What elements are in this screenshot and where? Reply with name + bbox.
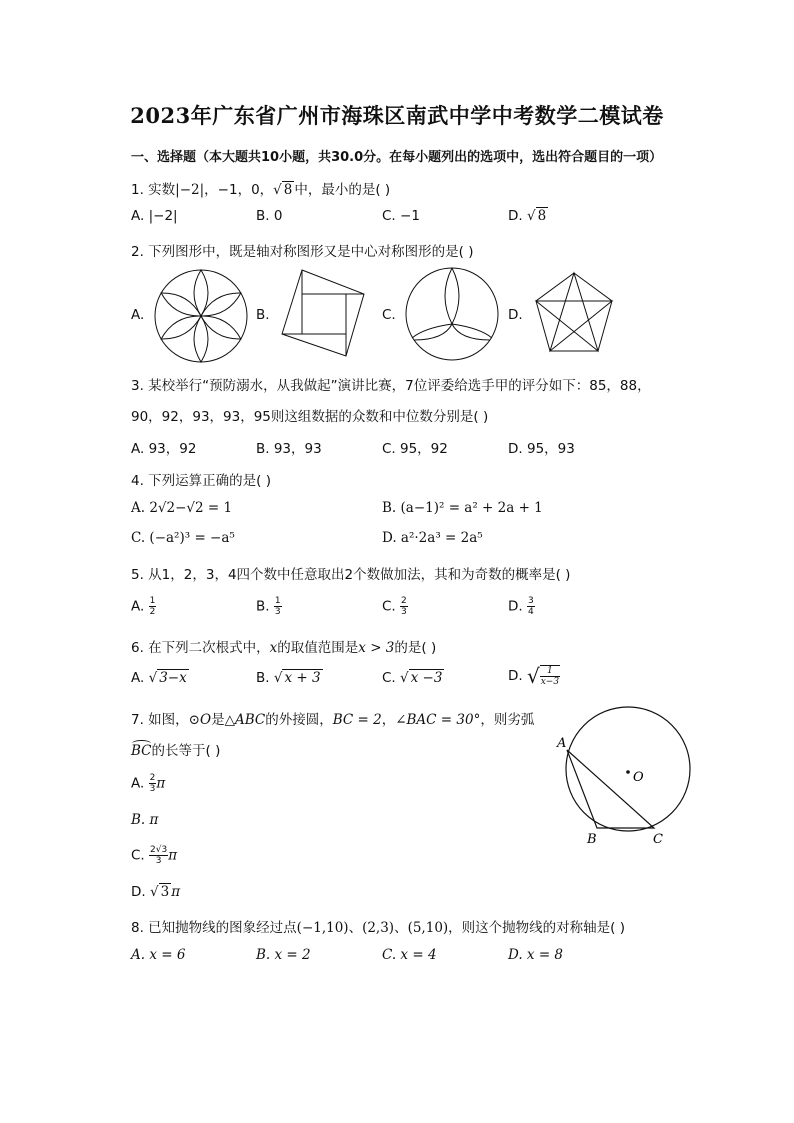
question-3-stem-line2: 90，92，93，93，95则这组数据的众数和中位数分别是( ) <box>131 409 489 425</box>
circumcircle-figure <box>553 702 698 850</box>
q1-option-d[interactable]: D. √ 8 <box>508 208 547 224</box>
q2-option-c[interactable]: C. <box>382 307 396 323</box>
q6-option-a[interactable]: A. √ 3−x <box>131 670 187 686</box>
section-heading: 一、选择题（本大题共10小题，共30.0分。在每小题列出的选项中，选出符合题目的一项） <box>131 150 663 165</box>
q2-option-d[interactable]: D. <box>508 307 523 323</box>
question-5-stem: 5. 从1，2，3，4四个数中任意取出2个数做加法，其和为奇数的概率是( ) <box>131 567 571 583</box>
label-a: A <box>557 736 567 751</box>
question-2-stem: 2. 下列图形中，既是轴对称图形又是中心对称图形的是( ) <box>131 244 474 260</box>
page-title: 2023年广东省广州市海珠区南武中学中考数学二模试卷 <box>130 103 664 128</box>
q4-option-c[interactable]: C. (−a²)³ = −a⁵ <box>131 530 235 546</box>
q3-option-a[interactable]: A. 93，92 <box>131 441 197 457</box>
label-o: O <box>633 770 644 785</box>
q3-option-c[interactable]: C. 95，92 <box>382 441 448 457</box>
fraction: $\frac{1}{2}$ <box>149 596 156 617</box>
q7-option-b[interactable]: B. π <box>131 812 159 828</box>
q6-option-c[interactable]: C. √ x −3 <box>382 670 443 686</box>
question-6-stem: 6. 在下列二次根式中，x的取值范围是x > 3的是( ) <box>131 640 437 656</box>
question-7-stem-line1: 7. 如图，⊙O是△ABC的外接圆，BC = 2，∠BAC = 30°，则劣弧 <box>131 712 535 728</box>
arc-bc: BC <box>131 743 152 759</box>
q4-option-d[interactable]: D. a²·2a³ = 2a⁵ <box>382 530 483 546</box>
q1-option-b[interactable]: B. 0 <box>256 208 283 224</box>
q7-option-c[interactable]: C. $\frac{2√3}{3}$ π <box>131 845 178 866</box>
pentagram-figure-d <box>532 270 616 354</box>
q7-option-a[interactable]: A. $\frac{2}{3}$ π <box>131 773 166 794</box>
sqrt-symbol: √ 8 <box>273 182 293 198</box>
q1-option-c[interactable]: C. −1 <box>382 208 420 224</box>
label-c: C <box>653 832 663 847</box>
label-b: B <box>587 832 597 847</box>
q8-option-c[interactable]: C. x = 4 <box>382 947 437 963</box>
flower-figure-a <box>153 268 249 364</box>
q5-option-b[interactable]: B. $\frac{1}{3}$ <box>256 596 281 617</box>
q3-option-d[interactable]: D. 95，93 <box>508 441 575 457</box>
q3-option-b[interactable]: B. 93，93 <box>256 441 322 457</box>
fraction: $\frac{3}{4}$ <box>527 596 534 617</box>
q4-option-a[interactable]: A. 2√2−√2 = 1 <box>131 500 233 516</box>
question-7-stem-line2: BC的长等于( ) <box>131 743 221 759</box>
question-8-stem: 8. 已知抛物线的图象经过点(−1,10)、(2,3)、(5,10)，则这个抛物线的对称轴是( ) <box>131 920 625 936</box>
q1-option-a[interactable]: A. |−2| <box>131 208 178 224</box>
q2-option-a[interactable]: A. <box>131 307 145 323</box>
q8-option-a[interactable]: A. x = 6 <box>131 947 186 963</box>
q8-option-b[interactable]: B. x = 2 <box>256 947 311 963</box>
q8-option-d[interactable]: D. x = 8 <box>508 947 564 963</box>
question-3-stem-line1: 3. 某校举行“预防溺水，从我做起”演讲比赛，7位评委给选手甲的评分如下：85，88， <box>131 378 651 394</box>
q5-option-d[interactable]: D. $\frac{3}{4}$ <box>508 596 534 617</box>
three-arc-figure-c <box>404 266 500 362</box>
q6-option-b[interactable]: B. √ x + 3 <box>256 670 321 686</box>
q5-option-a[interactable]: A. $\frac{1}{2}$ <box>131 596 156 617</box>
q6-option-d[interactable]: D. √ $\frac{1}{x-3}$ <box>508 664 560 688</box>
question-4-stem: 4. 下列运算正确的是( ) <box>131 473 271 489</box>
q5-option-c[interactable]: C. $\frac{2}{3}$ <box>382 596 407 617</box>
squares-figure-b <box>276 268 372 364</box>
q2-option-b[interactable]: B. <box>256 307 270 323</box>
q4-option-b[interactable]: B. (a−1)² = a² + 2a + 1 <box>382 500 543 516</box>
fraction: $\frac{1}{3}$ <box>274 596 281 617</box>
question-1-stem: 1. 实数|−2|，−1，0，√ 8 中，最小的是( ) <box>131 182 391 198</box>
q7-option-d[interactable]: D. √ 3 π <box>131 884 181 900</box>
fraction: $\frac{2}{3}$ <box>401 596 407 617</box>
